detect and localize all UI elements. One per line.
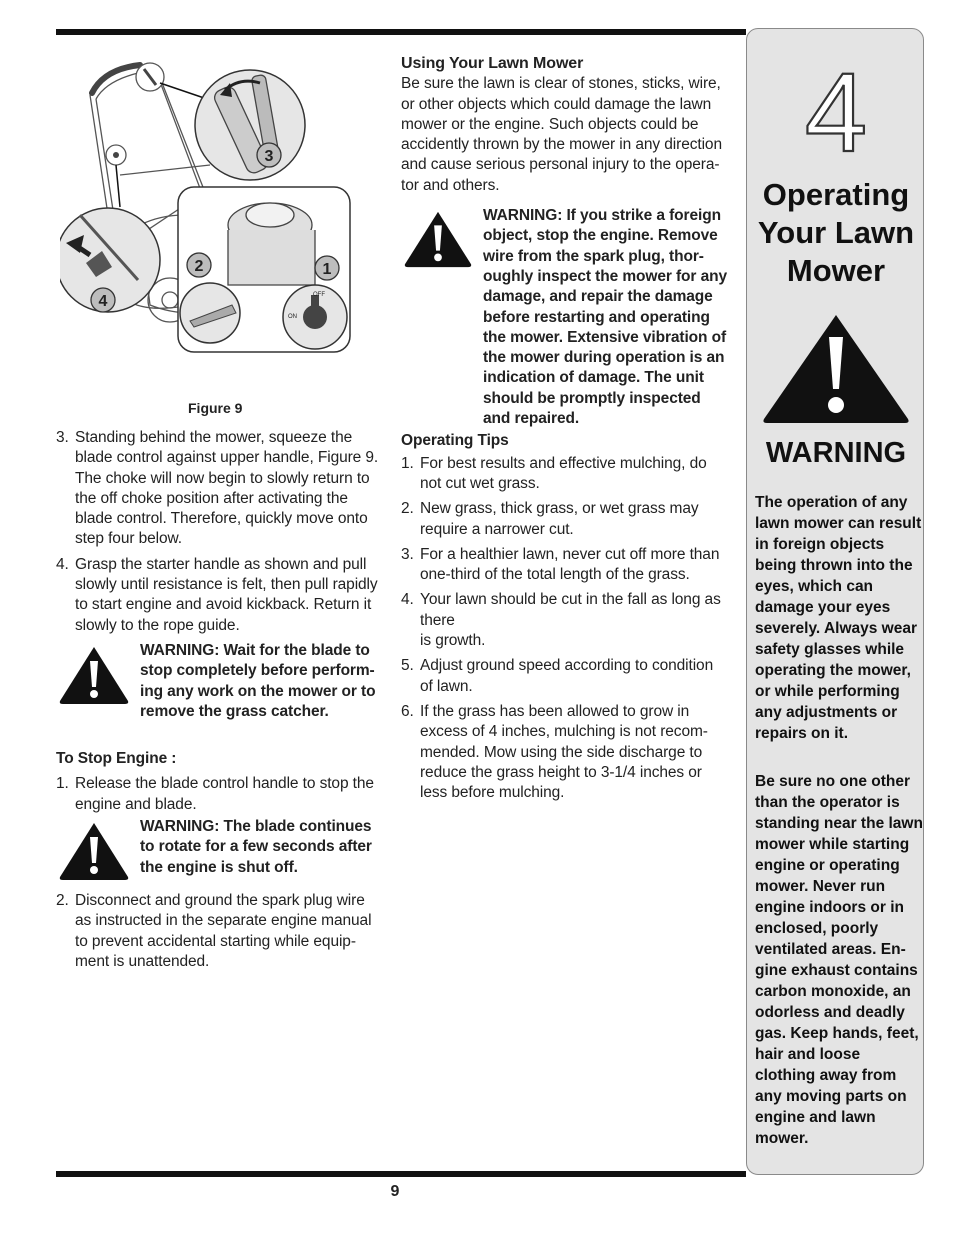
list-item: 3. For a healthier lawn, never cut off more than one-third of the total length of the grass. xyxy=(401,545,720,584)
operating-tips xyxy=(401,454,728,804)
warning-triangle-icon xyxy=(759,309,913,427)
section-heading: Using Your Lawn Mower xyxy=(401,55,584,72)
sidebar-paragraph-2: Be sure no one other than the operator is standing near the lawn mower while starting engine or operating mower. Never run engine indoors or in enclosed, poorly ventilated areas. En-gine exhaust contains carbon monoxide, an odorless and deadly gas. Keep hands, feet, hair and loose clothing away from any moving parts on engine and lawn mower. xyxy=(755,773,923,1147)
warning-triangle-icon xyxy=(56,817,132,883)
svg-text:4: 4 xyxy=(98,293,108,310)
chapter-number xyxy=(747,51,925,166)
chapter-sidebar xyxy=(746,28,924,1175)
list-item: 5. Adjust ground speed according to condition of lawn. xyxy=(401,657,714,695)
warning-block-2 xyxy=(56,817,381,883)
warning-block-3 xyxy=(401,206,728,429)
warning-label: WARNING xyxy=(765,437,907,469)
list-item: 3. Standing behind the mower, squeeze the blade control against upper handle, Figure 9. The choke will now begin to slowly return to the off choke position after activating the blade control. Therefore, quickly move onto step four below. xyxy=(56,429,379,548)
bottom-rule xyxy=(56,1171,746,1177)
figure-caption: Figure 9 xyxy=(188,400,243,416)
intro-paragraph: Be sure the lawn is clear of stones, sticks, wire, or other objects which could damage the lawn mower or the engine. Such objects could be accidently thrown by the mower in any direction and cause serious personal injury to the opera-tor and others. xyxy=(401,75,722,194)
sidebar-paragraph-1: The operation of any lawn mower can result in foreign objects being thrown into the eyes, which can damage your eyes severely. Always wear safety glasses while operating the mower, or while performing any adjustments or repairs on it. xyxy=(755,494,922,742)
svg-text:4: 4 xyxy=(804,51,868,161)
stop-engine-heading: To Stop Engine : xyxy=(56,750,177,768)
left-column xyxy=(56,428,381,977)
list-item: 4. Your lawn should be cut in the fall as long as there is growth. xyxy=(401,591,721,650)
svg-text:2: 2 xyxy=(194,258,204,275)
top-rule xyxy=(56,29,746,35)
stop-steps-continued xyxy=(56,891,381,972)
page-number: 9 xyxy=(390,1183,400,1200)
svg-text:1: 1 xyxy=(322,261,332,278)
warning-triangle-icon xyxy=(401,206,475,270)
list-item: 1. For best results and effective mulching, do not cut wet grass. xyxy=(401,454,707,492)
operating-tips-heading: Operating Tips xyxy=(401,432,509,450)
list-item: 1. Release the blade control handle to stop the engine and blade. xyxy=(56,775,374,813)
callout-2 xyxy=(187,253,211,277)
callout-3 xyxy=(257,143,281,167)
list-item: 2. Disconnect and ground the spark plug wire as instructed in the separate engine manual to prevent accidental starting while equip-ment is unattended. xyxy=(56,892,372,970)
svg-text:3: 3 xyxy=(264,148,274,165)
callout-1 xyxy=(315,256,339,280)
list-item: 4. Grasp the starter handle as shown and pull slowly until resistance is felt, then pull rapidly to start engine and avoid kickback. Return it slowly to the rope guide. xyxy=(56,555,378,634)
chapter-title: Operating Your Lawn Mower xyxy=(757,177,915,288)
switch-on-label: ON xyxy=(288,314,297,320)
middle-column xyxy=(401,54,728,808)
warning-text-2: WARNING: The blade continues to rotate for a few seconds after the engine is shut off. xyxy=(140,818,372,876)
switch-off-label: OFF xyxy=(313,292,325,298)
mower-illustration xyxy=(60,55,360,400)
list-item: 2. New grass, thick grass, or wet grass may require a narrower cut. xyxy=(401,500,699,538)
warning-text-1: WARNING: Wait for the blade to stop completely before perform-ing any work on the mower or to remove the grass catcher. xyxy=(140,641,376,720)
warning-block-1 xyxy=(56,641,381,722)
start-steps xyxy=(56,428,381,636)
list-item: 6. If the grass has been allowed to grow in excess of 4 inches, mulching is not recom-mended. Mow using the side discharge to reduce the grass height to 3-1/4 inches or less before mulching. xyxy=(401,702,708,802)
callout-4 xyxy=(91,288,115,312)
figure-9 xyxy=(60,55,360,400)
stop-steps xyxy=(56,774,381,815)
warning-text-3: WARNING: If you strike a foreign object, stop the engine. Remove wire from the spark plug, thor-oughly inspect the mower for any damage, and repair the damage before restarting and operating the mower. Extensive vibration of the mower during operation is an indication of damage. The unit should be promptly inspected and repaired. xyxy=(483,207,727,428)
warning-triangle-icon xyxy=(56,641,132,707)
